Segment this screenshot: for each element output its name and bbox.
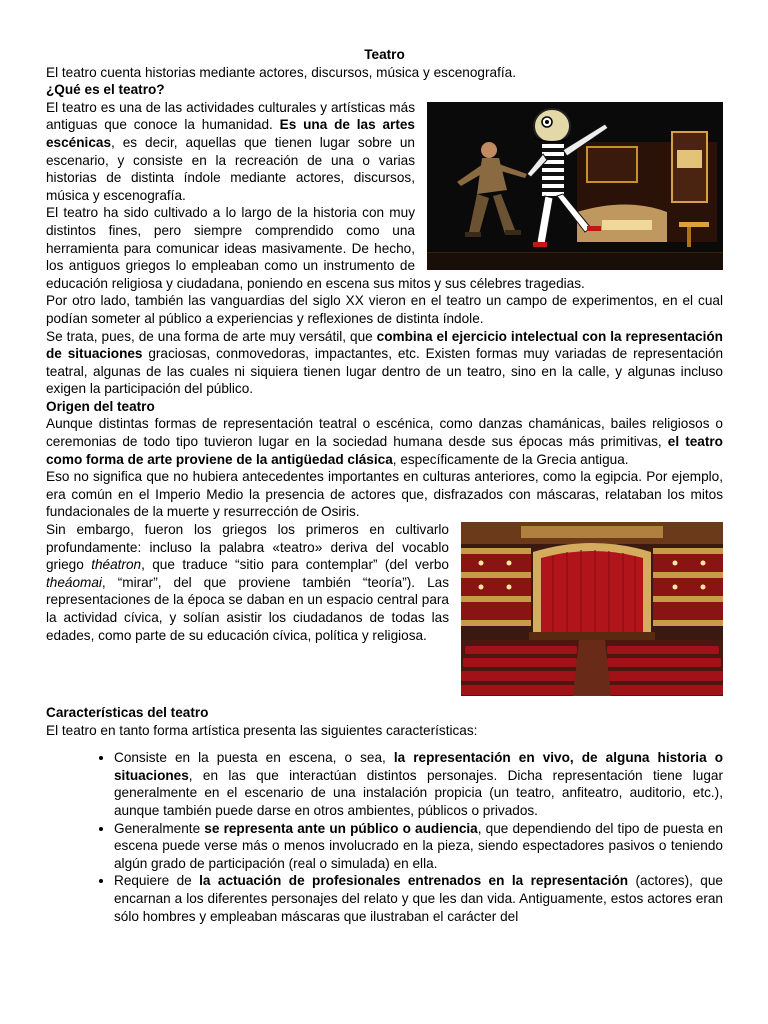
text-run: , que dependiendo del tipo de puesta en escena puede verse más o menos involucrado en la pieza, siendo espectadores pasivos o teniendo algún grado de participación (real o simulada) en ella.: [114, 820, 723, 871]
section-heading-origen: Origen del teatro: [46, 398, 155, 414]
bold-text-run: la representación en vivo, de alguna historia o situaciones: [114, 750, 723, 783]
italic-text-run: theáomai: [46, 574, 102, 590]
text-run: Se trata, pues, de una forma de arte muy versátil, que: [46, 328, 377, 344]
text-run: , que traduce “sitio para contemplar” (del verbo: [141, 557, 449, 573]
text-run: , en las que interactúan distintos personajes. Dicha representación tiene lugar generalmente en el escenario de una instalación propicia (un teatro, anfiteatro, auditorio, etc.), aunque también puede darse en otros ambientes, públicos o privados.: [114, 767, 723, 818]
bold-text-run: el teatro como forma de arte proviene de la antigüedad clásica: [46, 434, 723, 467]
text-run: Aunque distintas formas de representación teatral o escénica, como danzas chamánicas, bailes religiosos o ceremonias de todo tipo tuvieron lugar en la sociedad humana desde sus épocas más primitivas,: [46, 416, 723, 450]
section-heading-caracteristicas: Características del teatro: [46, 705, 209, 721]
bold-text-run: la actuación de profesionales entrenados en la representación: [199, 873, 629, 889]
text-run: Generalmente: [114, 820, 205, 836]
text-run: Requiere de: [114, 873, 200, 889]
document-page: [46, 46, 723, 925]
text-run: , “mirar”, del que proviene también “teoría”). Las representaciones de la época se daban en un espacio central para la actividad cívica, y solían asistir los ciudadanos de todas las edades, como parte de su educación cívica, política y religiosa.: [46, 574, 449, 643]
origen-paragraph-2: Eso no significa que no hubiera antecedentes importantes en culturas anteriores, como la egipcia. Por ejemplo, era común en el Imperio Medio la presencia de actores que, disfrazados con máscaras, relataban los mitos fundacionales de la muerte y resurrección de Osiris.: [46, 469, 723, 520]
theatre-interior-image: [461, 522, 723, 696]
origen-paragraph-1: [46, 415, 723, 468]
list-item: [114, 820, 723, 873]
bold-text-run: combina el ejercicio intelectual con la representación de situaciones: [46, 328, 723, 362]
que-es-paragraph-4: [46, 328, 723, 398]
text-run: Consiste en la puesta en escena, o sea,: [114, 750, 394, 766]
caracteristicas-intro: El teatro en tanto forma artística presenta las siguientes características:: [46, 722, 478, 738]
text-run: , es decir, aquellas que tienen lugar sobre un escenario, y consiste en la recreación de una o varias historias de distinta índole mediante actores, discursos, música y escenografía.: [46, 134, 415, 203]
text-run: El teatro es una de las actividades culturales y artísticas más antiguas que conoce la humanidad.: [46, 99, 415, 133]
stage-performance-image: [427, 102, 723, 270]
text-run: (actores), que encarnan a los diferentes personajes del relato y que les dan vida. Antiguamente, estos actores eran sólo hombres y empleaban máscaras que ilustraban el carácter del: [114, 873, 723, 924]
bold-text-run: se representa ante un público o audiencia: [204, 820, 478, 836]
intro-paragraph: El teatro cuenta historias mediante actores, discursos, música y escenografía.: [46, 64, 516, 80]
caracteristicas-list: [46, 749, 723, 925]
page-title: Teatro: [364, 47, 405, 62]
text-run: , específicamente de la Grecia antigua.: [392, 451, 629, 467]
section-heading-que-es: ¿Qué es el teatro?: [46, 82, 165, 98]
spacer: [46, 695, 723, 704]
text-run: Sin embargo, fueron los griegos los primeros en cultivarlo profundamente: incluso la palabra «teatro» deriva del vocablo griego: [46, 522, 449, 573]
list-item: [114, 749, 723, 819]
list-item: [114, 872, 723, 925]
bold-text-run: Es una de las artes escénicas: [46, 117, 415, 150]
italic-text-run: théatron: [91, 557, 142, 573]
que-es-paragraph-2: El teatro ha sido cultivado a lo largo de la historia con muy distintos fines, pero siempre comprendido como una herramienta para comunicar ideas masivamente. De hecho, los antiguos griegos lo empleaban como un instrumento de educación religiosa y ciudadana, poniendo en escena sus mitos y sus célebres tragedias.: [46, 205, 585, 291]
que-es-paragraph-3: Por otro lado, también las vanguardias del siglo XX vieron en el teatro un campo de experimentos, en el cual podían someter al público a experiencias y reflexiones de distinta índole.: [46, 293, 723, 326]
text-run: graciosas, conmovedoras, impactantes, etc. Existen formas muy variadas de representación teatral, algunas de las cuales ni siquiera tienen lugar dentro de un teatro, sino en la calle, y algunas incluso exigen la participación del público.: [46, 346, 723, 397]
